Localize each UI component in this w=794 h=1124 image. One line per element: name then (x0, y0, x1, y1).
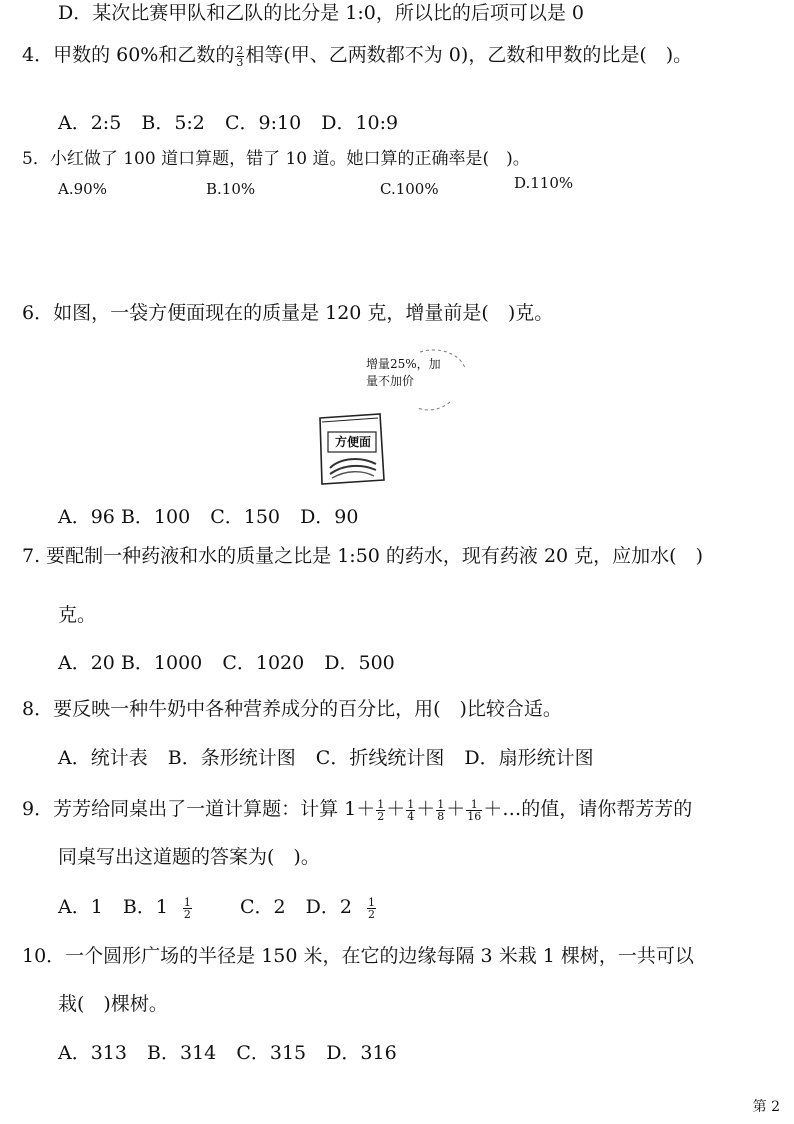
noodle-bag-illustration (300, 340, 480, 500)
q9-options (58, 894, 418, 920)
bubble-line-2: 量不加价 (366, 374, 415, 388)
q8-option-b: B．条形统计图 (167, 747, 296, 769)
q9-option-a: A．1 (58, 896, 103, 918)
bag-label: 方便面 (334, 435, 371, 449)
q9-fraction-eighth: $\frac{1}{8}$ (437, 797, 445, 823)
q9-text-a: 9．芳芳给同桌出了一道计算题：计算 1＋ (22, 798, 376, 820)
q10-options (58, 1040, 411, 1066)
q7-option-c: C．1020 (222, 652, 305, 674)
q8-option-d: D．扇形统计图 (464, 747, 594, 769)
q10-option-a: A．313 (58, 1042, 127, 1064)
q4-text-a: 4．甲数的 60%和乙数的 (22, 44, 235, 66)
q6-option-c: C．150 (210, 506, 281, 528)
question-7-line-2: 克。 (58, 604, 97, 626)
q5-option-b: B.10% (206, 180, 256, 198)
q6-options (58, 504, 373, 530)
q7-option-ab: A．20 B．1000 (58, 652, 203, 674)
question-10-line-1: 10．一个圆形广场的半径是 150 米，在它的边缘每隔 3 米栽 1 棵树，一共可以 (22, 945, 694, 967)
q9-plus-3: ＋ (446, 798, 466, 820)
page-number: 第 2 (752, 1099, 780, 1115)
q9-option-b: B．1 $\frac{1}{2}$ (123, 894, 220, 920)
q9-plus-2: ＋ (416, 798, 436, 820)
q9-fraction-half: $\frac{1}{2}$ (377, 797, 385, 823)
q9-option-d-fraction: $\frac{1}{2}$ (367, 895, 375, 921)
q10-option-c: C．315 (236, 1042, 307, 1064)
question-10-line-2: 栽( )棵树。 (58, 993, 168, 1015)
q4-options (58, 110, 412, 136)
q10-option-d: D．316 (326, 1042, 397, 1064)
q6-option-d: D．90 (300, 506, 359, 528)
q9-option-c: C．2 (239, 896, 286, 918)
question-6: 6．如图，一袋方便面现在的质量是 120 克，增量前是( )克。 (22, 302, 554, 324)
q9-fraction-sixteenth: $\frac{1}{16}$ (467, 797, 482, 823)
question-5: 5．小红做了 100 道口算题，错了 10 道。她口算的正确率是( )。 (22, 149, 530, 169)
q4-text-b: 相等(甲、乙两数都不为 0)，乙数和甲数的比是( )。 (245, 44, 693, 66)
q6-option-ab: A．96 B．100 (58, 506, 191, 528)
q4-option-c: C．9:10 (224, 112, 302, 134)
bubble-line-1: 增量25%，加 (366, 357, 441, 371)
question-9-line-1 (22, 796, 692, 822)
question-4 (22, 42, 692, 68)
q7-option-d: D．500 (324, 652, 395, 674)
bubble-text (366, 356, 441, 390)
q9-option-d: D．2 $\frac{1}{2}$ (306, 894, 404, 920)
q4-fraction: $\frac{2}{3}$ (236, 43, 244, 69)
question-8: 8．要反映一种牛奶中各种营养成分的百分比，用( )比较合适。 (22, 698, 562, 720)
q4-option-a: A．2:5 (58, 112, 122, 134)
q7-options (58, 650, 409, 676)
q5-option-d: D.110% (514, 174, 574, 192)
q5-option-c: C.100% (380, 180, 439, 198)
q4-option-d: D．10:9 (321, 112, 399, 134)
q9-plus-1: ＋ (386, 798, 406, 820)
q9-option-b-fraction: $\frac{1}{2}$ (183, 895, 191, 921)
q10-option-b: B．314 (147, 1042, 217, 1064)
q5-option-a: A.90% (58, 180, 107, 198)
q8-option-c: C．折线统计图 (315, 747, 445, 769)
q8-option-a: A．统计表 (58, 747, 148, 769)
q9-text-b: ＋…的值，请你帮芳芳的 (483, 798, 693, 820)
q8-options (58, 745, 608, 771)
q9-fraction-quarter: $\frac{1}{4}$ (407, 797, 415, 823)
q3-option-d: D．某次比赛甲队和乙队的比分是 1:0，所以比的后项可以是 0 (58, 2, 584, 24)
q4-option-b: B．5:2 (141, 112, 205, 134)
question-7-line-1: 7. 要配制一种药液和水的质量之比是 1:50 的药水，现有药液 20 克，应加水( ) (22, 545, 703, 567)
question-9-line-2: 同桌写出这道题的答案为( )。 (58, 846, 320, 868)
